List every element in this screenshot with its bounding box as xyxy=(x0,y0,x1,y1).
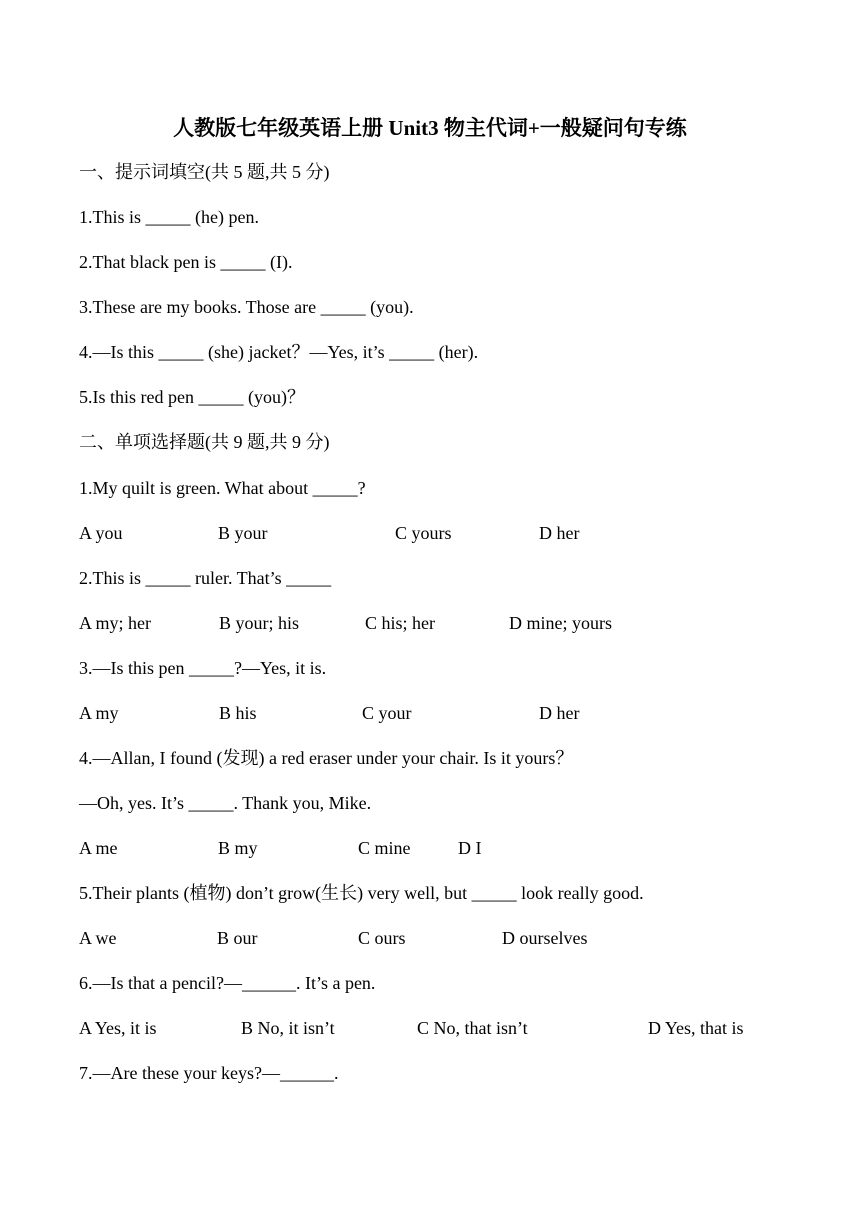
question-stem: 1.My quilt is green. What about _____? xyxy=(79,478,366,498)
question-stem: 6.—Is that a pencil?—______. It’s a pen. xyxy=(79,973,376,993)
option-a: A my; her xyxy=(79,613,151,633)
option-d: D her xyxy=(539,523,580,543)
option-d: D her xyxy=(539,703,580,723)
question-stem: 7.—Are these your keys?—______. xyxy=(79,1063,339,1083)
option-a: A me xyxy=(79,838,118,858)
option-c: C his; her xyxy=(365,613,435,633)
option-c: C your xyxy=(362,703,412,723)
option-b: B your; his xyxy=(219,613,300,633)
fill-in-item: 3.These are my books. Those are _____ (you). xyxy=(79,297,414,317)
option-a: A we xyxy=(79,928,117,948)
option-a: A Yes, it is xyxy=(79,1018,157,1038)
question-stem: 3.—Is this pen _____?—Yes, it is. xyxy=(79,658,327,678)
fill-in-item: 2.That black pen is _____ (I). xyxy=(79,252,293,272)
option-c: C mine xyxy=(358,838,411,858)
option-a: A you xyxy=(79,523,123,543)
option-c: C yours xyxy=(395,523,452,543)
option-b: B his xyxy=(219,703,257,723)
option-d: D ourselves xyxy=(502,928,588,948)
option-d: D mine; yours xyxy=(509,613,612,633)
option-a: A my xyxy=(79,703,119,723)
fill-in-item: 4.—Is this _____ (she) jacket？—Yes, it’s _____ (her). xyxy=(79,342,479,362)
option-b: B our xyxy=(217,928,258,948)
option-c: C ours xyxy=(358,928,406,948)
question-stem: 5.Their plants (植物) don’t grow(生长) very well, but _____ look really good. xyxy=(79,883,644,903)
fill-in-item: 5.Is this red pen _____ (you)？ xyxy=(79,387,305,407)
option-b: B my xyxy=(218,838,258,858)
section-heading-multiple-choice: 二、单项选择题(共 9 题,共 9 分) xyxy=(79,432,330,452)
option-b: B your xyxy=(218,523,268,543)
question-stem-continued: —Oh, yes. It’s _____. Thank you, Mike. xyxy=(79,793,372,813)
fill-in-item: 1.This is _____ (he) pen. xyxy=(79,207,259,227)
option-d: D Yes, that is xyxy=(648,1018,744,1038)
option-d: D I xyxy=(458,838,482,858)
option-b: B No, it isn’t xyxy=(241,1018,335,1038)
document-title: 人教版七年级英语上册 Unit3 物主代词+一般疑问句专练 xyxy=(173,116,687,140)
question-stem: 4.—Allan, I found (发现) a red eraser under your chair. Is it yours？ xyxy=(79,748,574,768)
option-c: C No, that isn’t xyxy=(417,1018,528,1038)
question-stem: 2.This is _____ ruler. That’s _____ xyxy=(79,568,332,588)
section-heading-fill-in: 一、提示词填空(共 5 题,共 5 分) xyxy=(79,162,330,182)
